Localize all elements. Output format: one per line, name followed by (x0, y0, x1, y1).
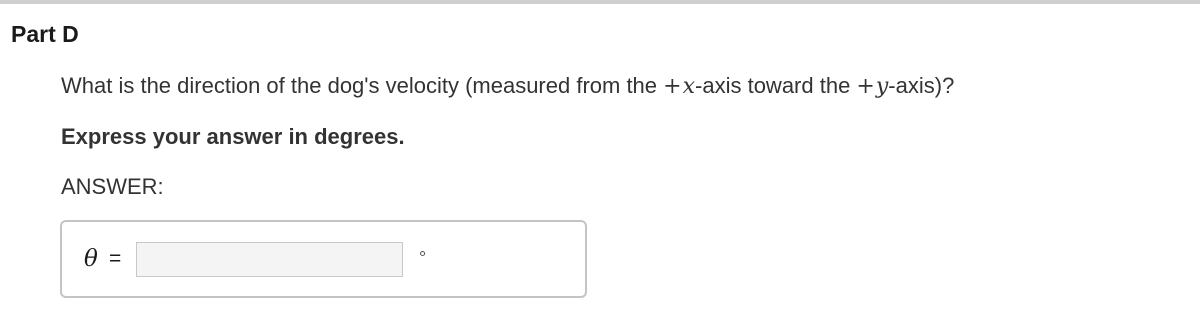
y-variable: y (875, 74, 889, 99)
question-text-end: -axis)? (888, 73, 955, 98)
plus-sign-x: + (663, 74, 682, 99)
theta-variable: θ (84, 246, 98, 272)
question-text (61, 70, 954, 103)
x-variable: x (682, 74, 696, 99)
equals-sign: = (109, 247, 122, 270)
part-title: Part D (11, 21, 79, 47)
answer-box (60, 220, 587, 298)
degree-unit: ° (419, 248, 427, 268)
question-text-start: What is the direction of the dog's velocity (measured from the (61, 73, 664, 98)
question-text-middle: -axis toward the (695, 73, 857, 98)
plus-sign-y: + (856, 74, 875, 99)
answer-input[interactable] (136, 242, 403, 277)
answer-label: ANSWER: (61, 174, 164, 199)
answer-instruction: Express your answer in degrees. (61, 124, 405, 149)
top-divider (0, 0, 1200, 4)
